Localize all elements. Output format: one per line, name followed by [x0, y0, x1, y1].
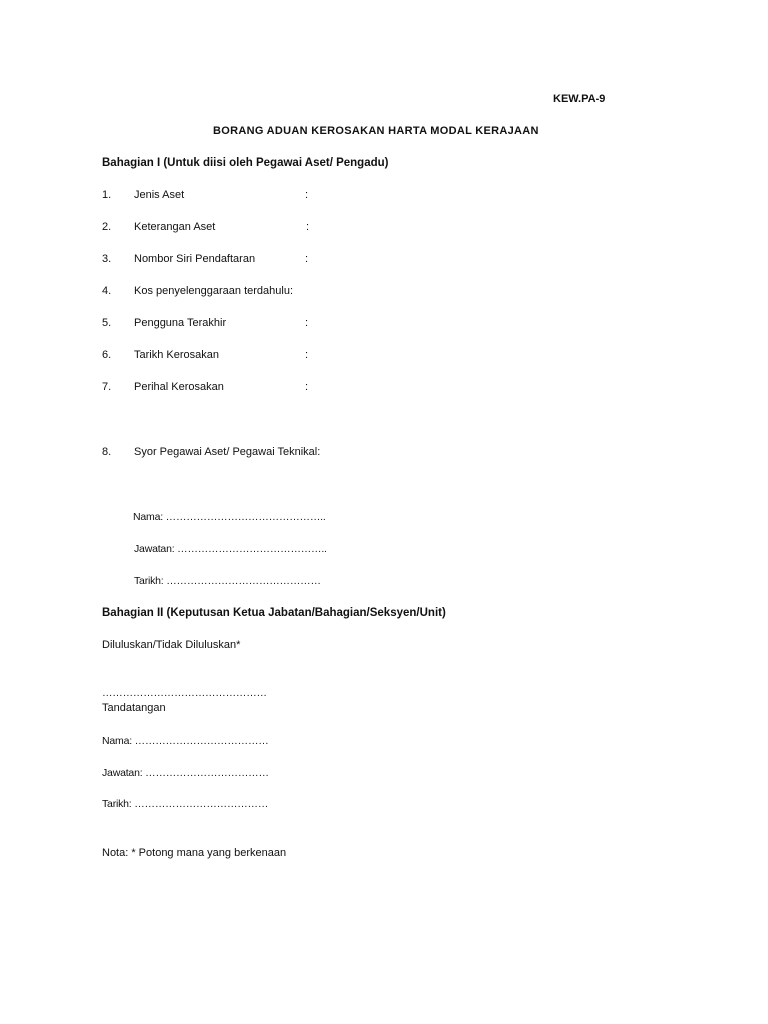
item-4-label: Kos penyelenggaraan terdahulu:: [134, 285, 294, 297]
section-2-tarikh-field[interactable]: Tarikh: …………………………………: [102, 798, 269, 810]
item-7-colon: :: [305, 381, 309, 393]
section-2-heading: Bahagian II (Keputusan Ketua Jabatan/Bahagian/Seksyen/Unit): [102, 607, 446, 619]
section-1-jawatan-field[interactable]: Jawatan: ……………………………………..: [134, 543, 327, 555]
item-3-colon: :: [305, 253, 309, 265]
item-6-colon: :: [305, 349, 309, 361]
section-2-jawatan-field[interactable]: Jawatan: ………………………………: [102, 767, 269, 779]
form-title: BORANG ADUAN KEROSAKAN HARTA MODAL KERAJAAN: [213, 125, 539, 137]
item-3-label: Nombor Siri Pendaftaran: [134, 253, 256, 265]
item-4-number: 4.: [102, 285, 112, 297]
item-2-colon: :: [306, 221, 310, 233]
item-1-number: 1.: [102, 189, 112, 201]
item-7-label: Perihal Kerosakan: [134, 381, 224, 393]
decision-text: Diluluskan/Tidak Diluluskan*: [102, 639, 241, 651]
signature-label: Tandatangan: [102, 702, 166, 714]
item-2-label: Keterangan Aset: [134, 221, 216, 233]
section-1-tarikh-field[interactable]: Tarikh: ………………………………………: [134, 575, 321, 587]
signature-line[interactable]: …………………………………………: [102, 687, 267, 699]
section-2-nama-field[interactable]: Nama: …………………………………: [102, 735, 269, 747]
footnote: Nota: * Potong mana yang berkenaan: [102, 847, 287, 859]
item-6-label: Tarikh Kerosakan: [134, 349, 219, 361]
item-5-colon: :: [305, 317, 309, 329]
item-1-colon: :: [305, 189, 309, 201]
item-3-number: 3.: [102, 253, 112, 265]
item-6-number: 6.: [102, 349, 112, 361]
item-5-label: Pengguna Terakhir: [134, 317, 227, 329]
section-1-heading: Bahagian I (Untuk diisi oleh Pegawai Aset/ Pengadu): [102, 157, 389, 169]
item-1-label: Jenis Aset: [134, 189, 185, 201]
item-8-label: Syor Pegawai Aset/ Pegawai Teknikal:: [134, 446, 321, 458]
item-7-number: 7.: [102, 381, 112, 393]
item-5-number: 5.: [102, 317, 112, 329]
form-code: KEW.PA-9: [553, 93, 606, 105]
item-2-number: 2.: [102, 221, 112, 233]
item-8-number: 8.: [102, 446, 112, 458]
section-1-nama-field[interactable]: Nama: ………………………………………..: [133, 511, 326, 523]
